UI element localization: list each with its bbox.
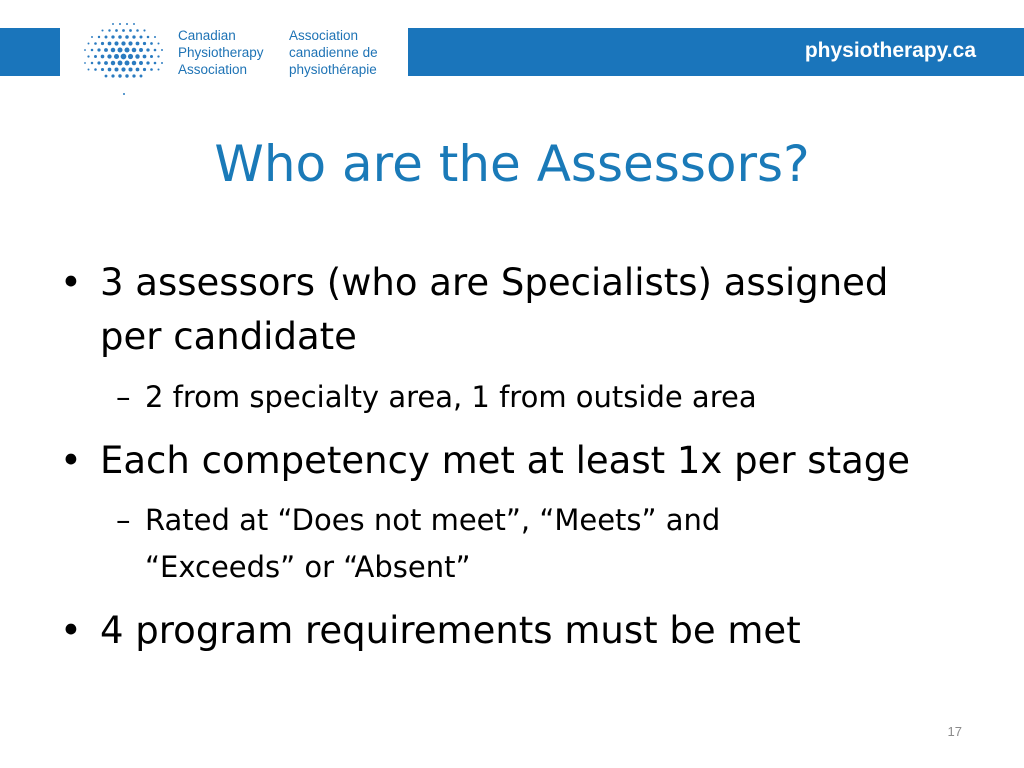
sub-bullet-text: Rated at “Does not meet”, “Meets” and	[145, 503, 721, 537]
org-name-en-line: Physiotherapy	[178, 45, 264, 60]
org-name-fr-line: Association	[289, 28, 359, 43]
website-label: physiotherapy.ca	[804, 39, 976, 62]
bullet-text: per candidate	[100, 315, 357, 358]
sub-bullet-text: 2 from specialty area, 1 from outside area	[145, 380, 757, 414]
sub-bullet-marker: –	[116, 380, 131, 414]
org-name-en-line: Association	[178, 62, 248, 77]
page-number: 17	[947, 724, 962, 739]
org-name-fr-line: physiothérapie	[289, 62, 377, 77]
slide-title: Who are the Assessors?	[214, 135, 810, 193]
bullet-marker: •	[60, 261, 82, 304]
bullet-text: 3 assessors (who are Specialists) assigned	[100, 261, 889, 304]
org-name-fr-line: canadienne de	[289, 45, 378, 60]
bullet-marker: •	[60, 439, 82, 482]
bullet-marker: •	[60, 609, 82, 652]
bullet-text: 4 program requirements must be met	[100, 609, 801, 652]
sub-bullet-marker: –	[116, 503, 131, 537]
bullet-text: Each competency met at least 1x per stage	[100, 439, 911, 482]
org-name-en-line: Canadian	[178, 28, 236, 43]
sub-bullet-text: “Exceeds” or “Absent”	[145, 550, 471, 584]
